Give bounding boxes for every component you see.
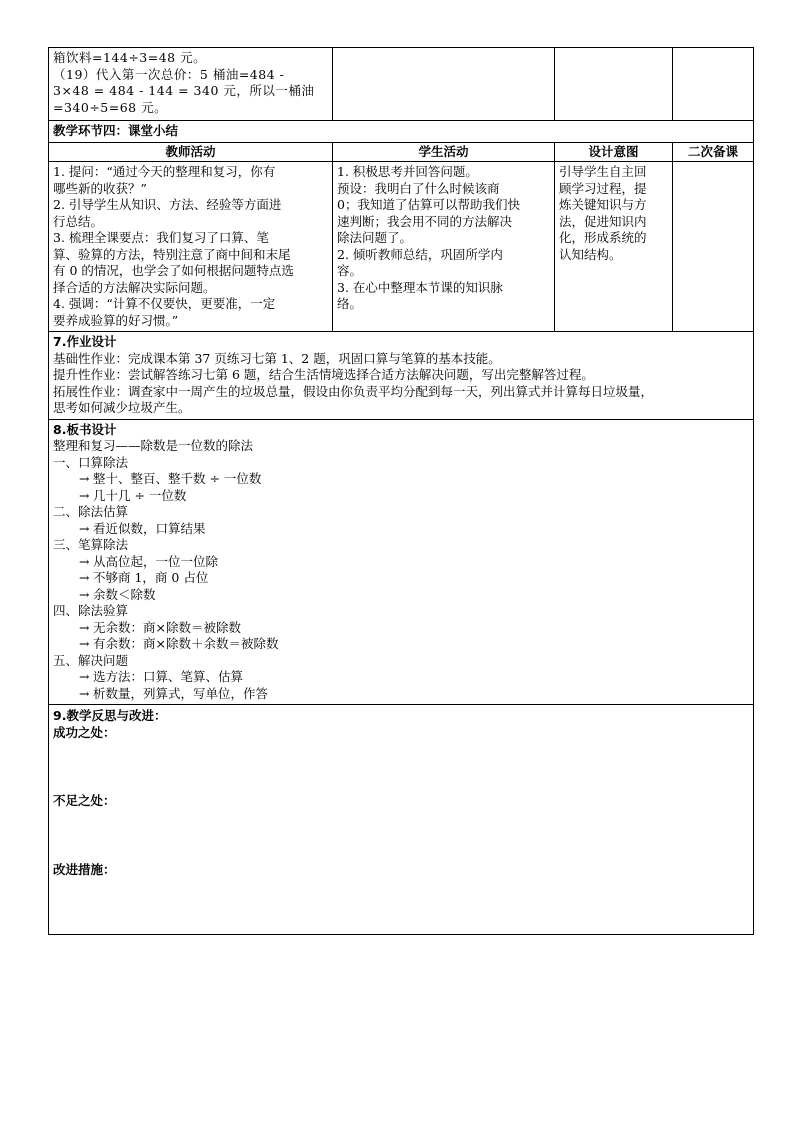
homework-improve: 提升性作业：尝试解答练习七第 6 题，结合生活情境选择合适方法解决问题，写出完整解答过程。 [53, 367, 594, 382]
board-item [53, 636, 749, 653]
section4-content-row [49, 162, 754, 332]
homework-row [49, 332, 754, 420]
continuation-line: 箱饮料=144÷3=48 元。 [53, 50, 207, 65]
reflection-cell [49, 705, 754, 935]
reflection-title: 9.教学反思与改进： [53, 708, 167, 723]
board-item-text: 选方法：口算、笔算、估算 [93, 669, 244, 684]
board-item [53, 570, 749, 587]
teacher-line: 行总结。 [53, 213, 104, 229]
reflection-row [49, 705, 754, 935]
board-item-text: 从高位起，一位一位除 [93, 553, 219, 569]
arrow-icon: → [79, 553, 90, 569]
reflection-shortcoming-space [53, 810, 749, 862]
intent-line: 炼关键知识与方 [559, 197, 647, 212]
teacher-line: 要养成验算的好习惯。” [53, 312, 179, 328]
board-item [53, 686, 749, 703]
student-line: 0；我知道了估算可以帮助我们快 [337, 197, 520, 212]
board-item-text: 有余数：商×除数＋余数＝被除数 [93, 636, 279, 651]
intent-line: 化，形成系统的 [559, 230, 647, 245]
continuation-line: 3×48 = 484 - 144 = 340 元，所以一桶油 [53, 83, 315, 98]
student-line: 容。 [337, 263, 363, 278]
arrow-icon: → [79, 685, 90, 701]
arrow-icon: → [79, 487, 90, 503]
homework-title: 7.作业设计 [53, 334, 117, 349]
board-item-text: 无余数：商×除数＝被除数 [93, 619, 241, 635]
arrow-icon: → [79, 471, 90, 486]
teacher-line: 哪些新的收获？” [53, 180, 147, 196]
board-section-label: 一、口算除法 [53, 454, 129, 470]
student-line: 预设：我明白了什么时候该商 [337, 180, 500, 196]
student-line: 3. 在心中整理本节课的知识脉 [337, 279, 503, 295]
student-line: 2. 倾听教师总结，巩固所学内 [337, 246, 503, 262]
board-item [53, 587, 749, 604]
student-line: 除法问题了。 [337, 230, 413, 245]
arrow-icon: → [79, 520, 90, 536]
teacher-line: 1. 提问：“通过今天的整理和复习，你有 [53, 164, 276, 179]
empty-cell [673, 48, 754, 121]
board-item [53, 620, 749, 637]
board-section-label: 二、除法估算 [53, 504, 129, 519]
homework-cell [49, 332, 754, 420]
header-teacher: 教师活动 [49, 142, 333, 162]
board-item [53, 488, 749, 505]
board-item [53, 521, 749, 538]
board-item-text: 余数＜除数 [93, 586, 156, 602]
intent-line: 法，促进知识内 [559, 213, 647, 229]
student-activity-cell [333, 162, 555, 332]
reflection-shortcoming-label: 不足之处： [53, 793, 116, 808]
teacher-line: 算、验算的方法，特别注意了商中间和末尾 [53, 246, 291, 262]
arrow-icon: → [79, 636, 90, 651]
lesson-plan-table [48, 47, 754, 935]
board-heading: 整理和复习——除数是一位数的除法 [53, 438, 254, 453]
board-item [53, 669, 749, 686]
board-item [53, 554, 749, 571]
continuation-row [49, 48, 754, 121]
intent-line: 引导学生自主回 [559, 164, 647, 179]
intent-line: 认知结构。 [559, 246, 622, 262]
empty-cell [333, 48, 555, 121]
section4-title-row [49, 121, 754, 143]
board-item-text: 整十、整百、整千数 ÷ 一位数 [93, 471, 262, 486]
continuation-cell [49, 48, 333, 121]
arrow-icon: → [79, 570, 90, 585]
arrow-icon: → [79, 669, 90, 684]
homework-extend-cont: 思考如何减少垃圾产生。 [53, 400, 191, 415]
second-prep-cell [673, 162, 754, 332]
homework-extend: 拓展性作业：调查家中一周产生的垃圾总量，假设由你负责平均分配到每一天，列出算式并计算每日垃圾量， [53, 383, 654, 399]
continuation-line: （19）代入第一次总价：5 桶油=484 - [53, 66, 285, 82]
board-section-label: 三、笔算除法 [53, 537, 129, 552]
board-section-label: 五、解决问题 [53, 652, 129, 668]
board-row [49, 419, 754, 705]
reflection-success-label: 成功之处： [53, 724, 116, 740]
design-intent-cell [555, 162, 673, 332]
homework-basic: 基础性作业：完成课本第 37 页练习七第 1、2 题，巩固口算与笔算的基本技能。 [53, 350, 501, 366]
teacher-line: 择合适的方法解决实际问题。 [53, 279, 216, 295]
teacher-line: 4. 强调：“计算不仅要快，更要准，一定 [53, 296, 276, 311]
teacher-line: 2. 引导学生从知识、方法、经验等方面进 [53, 197, 282, 212]
arrow-icon: → [79, 586, 90, 602]
board-cell [49, 419, 754, 705]
board-item [53, 471, 749, 488]
student-line: 络。 [337, 296, 363, 311]
reflection-success-space [53, 741, 749, 793]
section4-title: 教学环节四：课堂小结 [49, 121, 754, 143]
board-item-text: 看近似数，口算结果 [93, 520, 206, 536]
student-line: 速判断；我会用不同的方法解决 [337, 213, 513, 229]
continuation-line: =340÷5=68 元。 [53, 99, 168, 115]
board-item-text: 析数量，列算式，写单位，作答 [93, 685, 269, 701]
teacher-activity-cell [49, 162, 333, 332]
header-second-prep: 二次备课 [673, 142, 754, 162]
board-title: 8.板书设计 [53, 421, 117, 437]
intent-line: 顾学习过程，提 [559, 180, 647, 196]
arrow-icon: → [79, 619, 90, 635]
board-section-label: 四、除法验算 [53, 603, 129, 618]
empty-cell [555, 48, 673, 121]
section4-header-row [49, 142, 754, 162]
teacher-line: 有 0 的情况，也学会了如何根据问题特点选 [53, 263, 294, 278]
student-line: 1. 积极思考并回答问题。 [337, 164, 478, 179]
reflection-improvement-label: 改进措施： [53, 861, 116, 877]
teacher-line: 3. 梳理全课要点：我们复习了口算、笔 [53, 230, 269, 245]
header-student: 学生活动 [333, 142, 555, 162]
board-item-text: 不够商 1，商 0 占位 [93, 570, 209, 585]
board-item-text: 几十几 ÷ 一位数 [93, 487, 187, 503]
header-intent: 设计意图 [555, 142, 673, 162]
